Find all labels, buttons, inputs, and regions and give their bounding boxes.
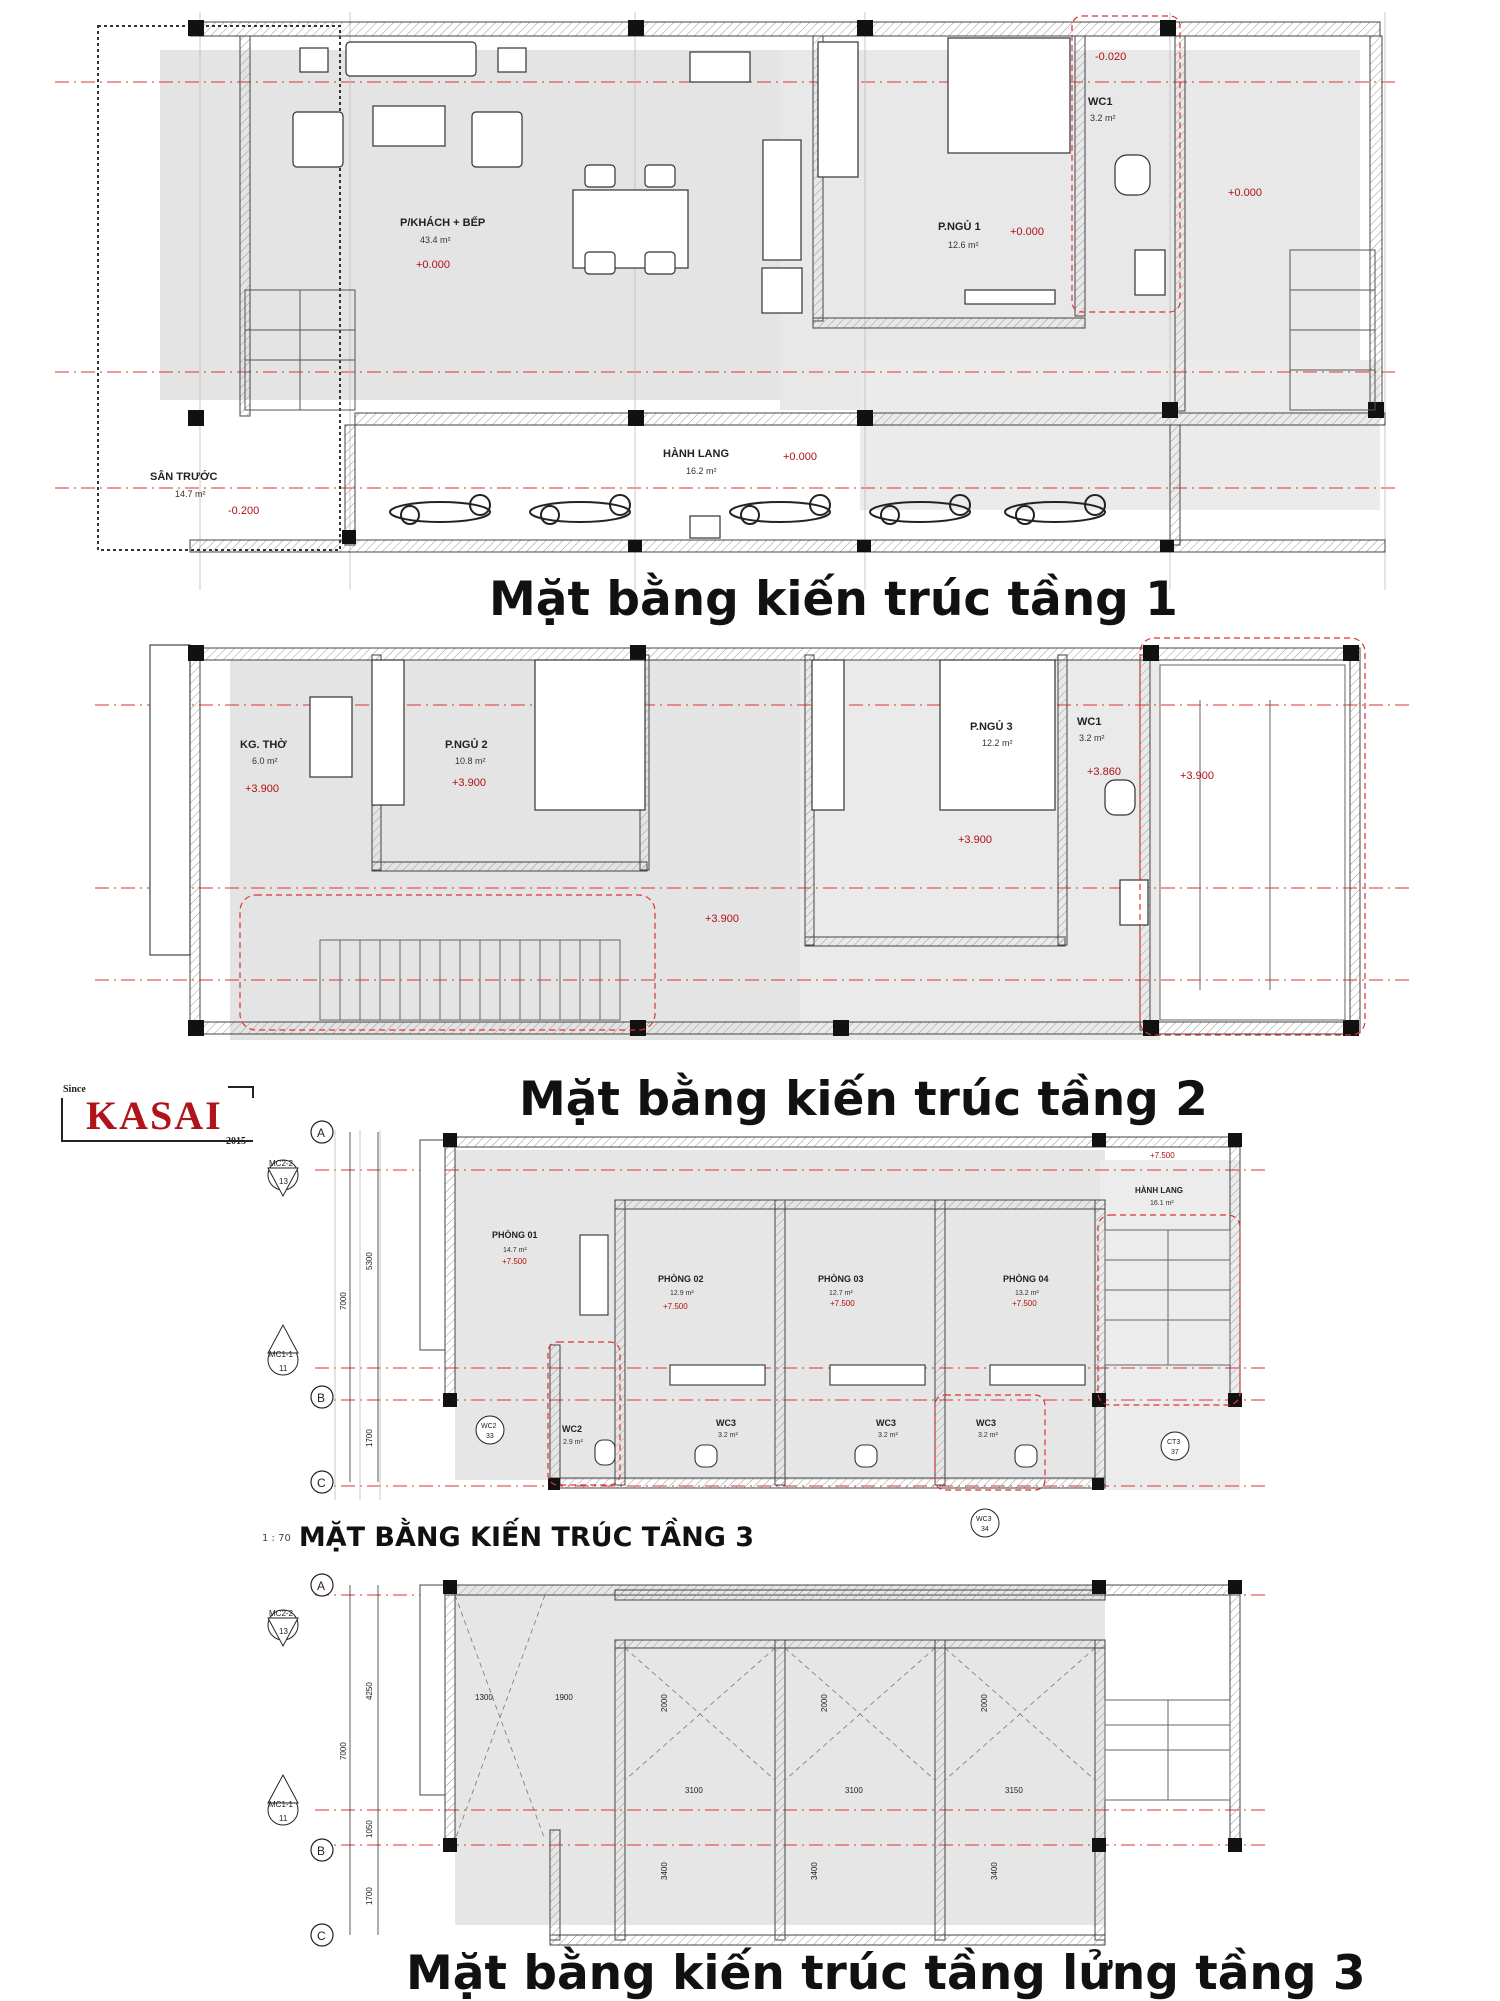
floor3-scale: 1 : 70 <box>262 1533 291 1544</box>
logo-since: Since <box>63 1084 86 1095</box>
mz-dim-roomh-3: 2000 <box>980 1694 989 1712</box>
f1-frontyard-name: SÂN TRƯỚC <box>150 471 218 483</box>
f3-wc3c-name: WC3 <box>976 1418 996 1428</box>
f3-room02-name: PHÒNG 02 <box>658 1274 704 1284</box>
f3-dim-upper: 5300 <box>365 1252 374 1270</box>
f3-room03-area: 12.7 m² <box>829 1290 853 1297</box>
f3-room04-area: 13.2 m² <box>1015 1290 1039 1297</box>
f1-bedroom1-area: 12.6 m² <box>948 240 979 250</box>
mz-dim-lower-3: 3400 <box>990 1862 999 1880</box>
f3-room01-level: +7.500 <box>502 1257 527 1266</box>
f3-wc2-name: WC2 <box>562 1424 582 1434</box>
f2-wc1-level: +3.860 <box>1087 766 1121 778</box>
mz-dim-roomw-3: 3150 <box>1005 1786 1023 1795</box>
mz-dim-upper: 4250 <box>365 1682 374 1700</box>
mz-tag2-top: MC1-1 <box>269 1800 294 1809</box>
mz-dim-mid: 1050 <box>365 1820 374 1838</box>
f2-bedroom2-area: 10.8 m² <box>455 756 486 766</box>
f1-bedroom1-level: +0.000 <box>1010 226 1044 238</box>
mz-dim-top-1: 1300 <box>475 1693 493 1702</box>
f1-frontyard-level: -0.200 <box>228 505 260 517</box>
mezzanine-plan <box>268 1574 1270 1946</box>
logo-frame-corner <box>228 1086 254 1098</box>
f2-bedroom3-name: P.NGỦ 3 <box>970 721 1013 733</box>
mz-grid-c: C <box>317 1929 326 1943</box>
mz-dim-lower-1: 3400 <box>660 1862 669 1880</box>
f3-wc3b-area: 3.2 m² <box>878 1432 898 1439</box>
f2-altar-area: 6.0 m² <box>252 756 278 766</box>
mz-dim-top-2: 1900 <box>555 1693 573 1702</box>
f2-hall-level: +3.900 <box>705 913 739 925</box>
mz-dim-roomh-2: 2000 <box>820 1694 829 1712</box>
f3-grid-a: A <box>317 1126 326 1140</box>
f3-dim-lower: 1700 <box>365 1429 374 1447</box>
f3-room03-level: +7.500 <box>830 1299 855 1308</box>
mz-dim-lower: 1700 <box>365 1887 374 1905</box>
mz-grid-a: A <box>317 1579 326 1593</box>
f1-bedroom1-name: P.NGỦ 1 <box>938 221 981 233</box>
mz-dim-roomh-1: 2000 <box>660 1694 669 1712</box>
f3-room01-area: 14.7 m² <box>503 1247 527 1254</box>
f2-wc1-name: WC1 <box>1077 716 1102 728</box>
mz-tag1-bottom: 13 <box>279 1627 288 1636</box>
f2-bedroom3-area: 12.2 m² <box>982 738 1013 748</box>
f3-tag5-top: WC3 <box>976 1516 992 1523</box>
f1-living-level: +0.000 <box>416 259 450 271</box>
mz-grid-b: B <box>317 1844 326 1858</box>
f1-corridor-level: +0.000 <box>783 451 817 463</box>
kasai-logo <box>58 1084 258 1154</box>
f3-wc3a-area: 3.2 m² <box>718 1432 738 1439</box>
mz-dim-lower-2: 3400 <box>810 1862 819 1880</box>
mezzanine-title: Mặt bằng kiến trúc tầng lửng tầng 3 <box>406 1946 1366 2001</box>
f3-room02-area: 12.9 m² <box>670 1290 694 1297</box>
floor1-title: Mặt bằng kiến trúc tầng 1 <box>489 572 1178 627</box>
f3-wc3b-name: WC3 <box>876 1418 896 1428</box>
f3-corridor-name: HÀNH LANG <box>1135 1186 1183 1195</box>
floor2-title: Mặt bằng kiến trúc tầng 2 <box>519 1072 1208 1127</box>
f3-room04-level: +7.500 <box>1012 1299 1037 1308</box>
f3-tag1-top: MC2-2 <box>269 1159 294 1168</box>
f1-living-name: P/KHÁCH + BẾP <box>400 217 486 229</box>
f2-altar-level: +3.900 <box>245 783 279 795</box>
f3-tag4-bottom: 37 <box>1171 1449 1179 1456</box>
mz-dim-roomw-2: 3100 <box>845 1786 863 1795</box>
f3-wc3a-name: WC3 <box>716 1418 736 1428</box>
f1-wc1-name: WC1 <box>1088 96 1113 108</box>
mz-tag2-bottom: 11 <box>279 1814 288 1823</box>
f3-dim-total: 7000 <box>339 1292 348 1310</box>
floor2-plan <box>95 638 1410 1040</box>
f3-room02-level: +7.500 <box>663 1302 688 1311</box>
f2-wc1-area: 3.2 m² <box>1079 733 1105 743</box>
f3-corridor-level: +7.500 <box>1150 1151 1175 1160</box>
f3-grid-c: C <box>317 1476 326 1490</box>
floor3-plan <box>268 1121 1270 1537</box>
f2-bedroom2-level: +3.900 <box>452 777 486 789</box>
logo-brand: KASAI <box>86 1093 223 1138</box>
f3-wc2-area: 2.9 m² <box>563 1439 583 1446</box>
f1-corridor-area: 16.2 m² <box>686 466 717 476</box>
mz-tag1-top: MC2-2 <box>269 1609 294 1618</box>
f1-wc1-level: -0.020 <box>1095 51 1127 63</box>
f3-tag5-bottom: 34 <box>981 1526 989 1533</box>
f1-frontyard-area: 14.7 m² <box>175 489 206 499</box>
f2-altar-name: KG. THỜ <box>240 739 287 751</box>
logo-year: 2015 <box>226 1136 246 1147</box>
f2-stair-level: +3.900 <box>1180 770 1214 782</box>
f3-tag2-top: MC1-1 <box>269 1350 294 1359</box>
f3-tag4-top: CT3 <box>1167 1439 1181 1446</box>
f3-tag3-top: WC2 <box>481 1423 497 1430</box>
floor3-title-text: MẶT BẰNG KIẾN TRÚC TẦNG 3 <box>298 1522 755 1553</box>
f3-wc3c-area: 3.2 m² <box>978 1432 998 1439</box>
f2-bedroom2-name: P.NGỦ 2 <box>445 739 488 751</box>
f3-tag2-bottom: 11 <box>279 1364 288 1373</box>
f3-room01-name: PHÒNG 01 <box>492 1230 538 1240</box>
f1-wc1-area: 3.2 m² <box>1090 113 1116 123</box>
floor3-title <box>262 1522 754 1553</box>
f3-tag3-bottom: 33 <box>486 1433 494 1440</box>
f3-room04-name: PHÒNG 04 <box>1003 1274 1049 1284</box>
f1-corridor-name: HÀNH LANG <box>663 448 729 460</box>
f3-corridor-area: 16.1 m² <box>1150 1200 1174 1207</box>
f3-tag1-bottom: 13 <box>279 1177 288 1186</box>
f1-side-level: +0.000 <box>1228 187 1262 199</box>
f3-grid-b: B <box>317 1391 326 1405</box>
mz-dim-roomw-1: 3100 <box>685 1786 703 1795</box>
mz-dim-total: 7000 <box>339 1742 348 1760</box>
f2-bedroom3-level: +3.900 <box>958 834 992 846</box>
f1-living-area: 43.4 m² <box>420 235 451 245</box>
f3-room03-name: PHÒNG 03 <box>818 1274 864 1284</box>
floor1-plan <box>55 12 1395 590</box>
